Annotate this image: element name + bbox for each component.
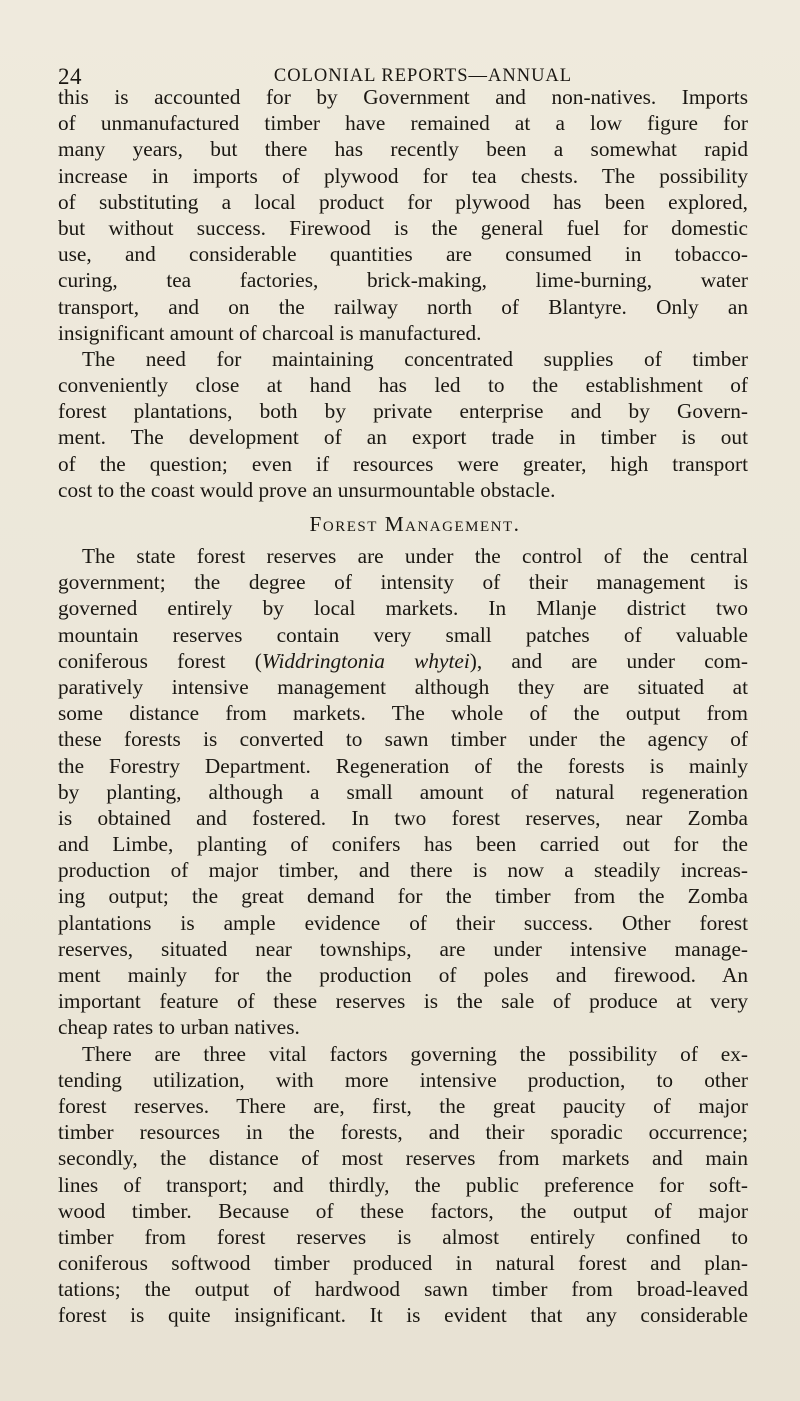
text-line: The state forest reserves are under the control of the central — [82, 544, 748, 568]
text-run: coniferous forest ( — [58, 648, 262, 673]
text-line: coniferous softwood timber produced in natural forest and plan- — [58, 1251, 748, 1276]
text-line: forest plantations, both by private enterprise and by Govern- — [58, 399, 748, 424]
text-run: ), and are under com- — [469, 648, 748, 673]
paragraph — [58, 543, 748, 1041]
text-line: many years, but there has recently been a somewhat rapid — [58, 137, 748, 162]
text-line: conveniently close at hand has led to the establishment of — [58, 373, 748, 398]
body-text — [58, 84, 748, 1329]
text-line: and Limbe, planting of conifers has been carried out for the — [58, 832, 748, 857]
text-line: forest reserves. There are, first, the great paucity of major — [58, 1093, 748, 1118]
text-line: increase in imports of plywood for tea chests. The possibility — [58, 163, 748, 188]
text-line: plantations is ample evidence of their success. Other forest — [58, 910, 748, 935]
text-line: timber resources in the forests, and their sporadic occurrence; — [58, 1120, 748, 1145]
text-line: important feature of these reserves is the sale of produce at very — [58, 989, 748, 1014]
paragraph — [58, 346, 748, 503]
text-line: this is accounted for by Government and non-natives. Imports — [58, 85, 748, 109]
text-line — [58, 648, 748, 674]
text-line: use, and considerable quantities are consumed in tobacco- — [58, 242, 748, 267]
text-line: governed entirely by local markets. In Mlanje district two — [58, 596, 748, 621]
species-name: Widdringtonia whytei — [261, 648, 470, 673]
text-line: cheap rates to urban natives. — [58, 1015, 300, 1040]
text-line: some distance from markets. The whole of the output from — [58, 701, 748, 726]
text-line: forest is quite insignificant. It is evident that any considerable — [58, 1303, 748, 1328]
page-number: 24 — [58, 64, 82, 89]
text-line: timber from forest reserves is almost entirely confined to — [58, 1224, 748, 1249]
text-line: There are three vital factors governing the possibility of ex- — [82, 1041, 748, 1066]
text-line: these forests is converted to sawn timber under the agency of — [58, 727, 748, 752]
text-line: transport, and on the railway north of Blantyre. Only an — [58, 294, 748, 319]
text-line: tending utilization, with more intensive production, to other — [58, 1067, 748, 1092]
text-line: mountain reserves contain very small patches of valuable — [58, 622, 748, 647]
text-line: wood timber. Because of these factors, the output of major — [58, 1198, 748, 1223]
text-line: lines of transport; and thirdly, the public preference for soft- — [58, 1172, 748, 1197]
text-line: the Forestry Department. Regeneration of the forests is mainly — [58, 753, 748, 778]
section-heading: Forest Management. — [309, 512, 521, 536]
text-line: reserves, situated near townships, are under intensive manage- — [58, 936, 748, 961]
text-line: ment mainly for the production of poles and firewood. An — [58, 963, 748, 987]
text-line: secondly, the distance of most reserves from markets and main — [58, 1146, 748, 1171]
text-line: but without success. Firewood is the general fuel for domestic — [58, 215, 748, 240]
text-line: of unmanufactured timber have remained at a low figure for — [58, 111, 748, 136]
text-line: cost to the coast would prove an unsurmountable obstacle. — [58, 477, 556, 502]
text-line: insignificant amount of charcoal is manufactured. — [58, 320, 482, 345]
text-line: production of major timber, and there is now a steadily increas- — [58, 858, 748, 883]
text-line: by planting, although a small amount of natural regeneration — [58, 779, 748, 804]
text-line: ment. The development of an export trade in timber is out — [58, 425, 748, 450]
text-line: of substituting a local product for plywood has been explored, — [58, 189, 748, 214]
running-head: COLONIAL REPORTS—ANNUAL — [273, 66, 573, 86]
text-line: government; the degree of intensity of their management is — [58, 570, 748, 595]
text-line: curing, tea factories, brick-making, lime-burning, water — [58, 268, 748, 293]
text-line: The need for maintaining concentrated supplies of timber — [82, 346, 748, 371]
text-line: tations; the output of hardwood sawn timber from broad-leaved — [58, 1277, 748, 1302]
paragraph — [58, 1041, 748, 1329]
text-line: of the question; even if resources were greater, high transport — [58, 451, 748, 476]
text-line: paratively intensive management although they are situated at — [58, 674, 748, 699]
paragraph — [58, 84, 748, 346]
text-line: is obtained and fostered. In two forest reserves, near Zomba — [58, 805, 748, 830]
text-line: ing output; the great demand for the timber from the Zomba — [58, 884, 748, 909]
